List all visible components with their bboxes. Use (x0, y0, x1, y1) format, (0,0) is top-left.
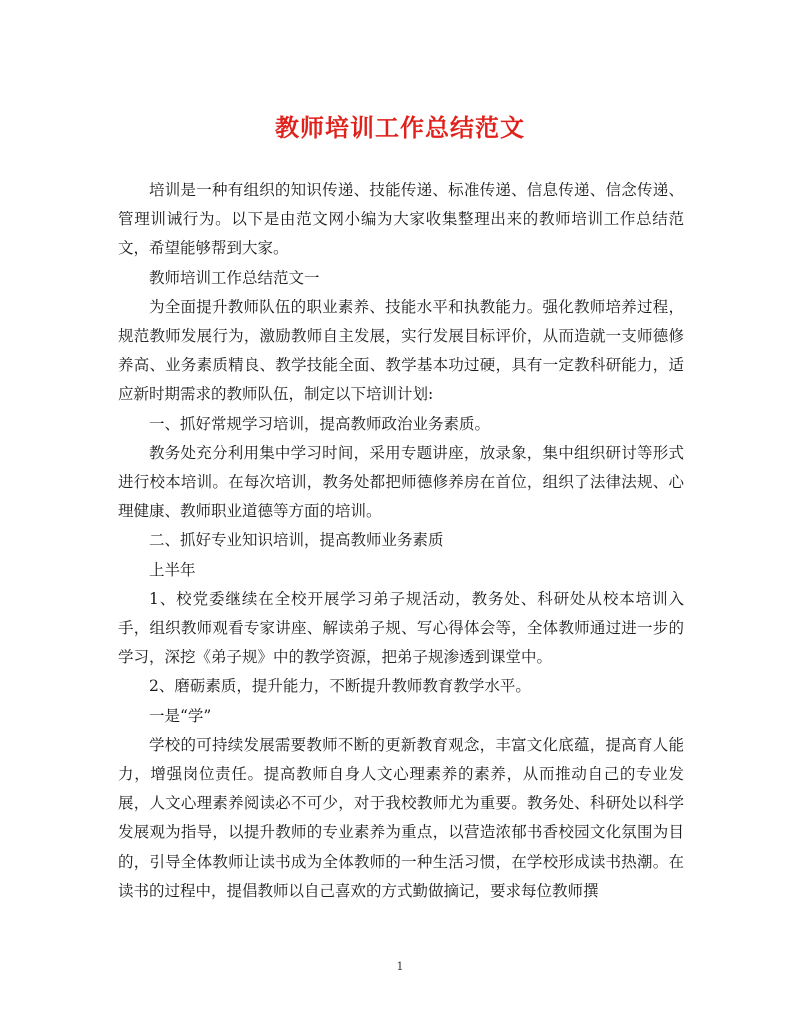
paragraph-section-heading: 教师培训工作总结范文一 (149, 268, 320, 287)
paragraph-heading-two: 二、抓好专业知识培训，提高教师业务素质 (149, 531, 444, 550)
paragraph-training-method: 教务处充分利用集中学习时间，采用专题讲座，放录象，集中组织研讨等形式进行校本培训。在每次培训，教务处都把师德修养房在首位，组织了法律法规、心理健康、教师职业道德等方面的培训。 (118, 443, 684, 521)
paragraph-study-heading: 一是“学” (149, 706, 212, 725)
paragraph-item-one: 1、校党委继续在全校开展学习弟子规活动，教务处、科研处从校本培训入手，组织教师观看专家讲座、解读弟子规、写心得体会等，全体教师通过进一步的学习，深挖《弟子规》中的教学资源，把弟子规渗透到课堂中。 (118, 589, 684, 667)
paragraph-heading-one: 一、抓好常规学习培训，提高教师政治业务素质。 (149, 414, 491, 433)
document-body (118, 176, 684, 906)
paragraph-intro: 培训是一种有组织的知识传递、技能传递、标准传递、信息传递、信念传递、管理训诫行为。以下是由范文网小编为大家收集整理出来的教师培训工作总结范文，希望能够帮到大家。 (118, 181, 684, 258)
paragraph-item-two: 2、磨砺素质，提升能力，不断提升教师教育教学水平。 (149, 677, 531, 696)
document-title: 教师培训工作总结范文 (275, 113, 525, 142)
page-number: 1 (396, 960, 404, 973)
paragraph-first-half: 上半年 (149, 560, 196, 579)
paragraph-purpose: 为全面提升教师队伍的职业素养、技能水平和执教能力。强化教师培养过程，规范教师发展行为，激励教师自主发展，实行发展目标评价，从而造就一支师德修养高、业务素质精良、教学技能全面、教学基本功过硬，具有一定教科研能力，适应新时期需求的教师队伍，制定以下培训计划: (118, 297, 684, 404)
paragraph-study-body: 学校的可持续发展需要教师不断的更新教育观念，丰富文化底蕴，提高育人能力，增强岗位责任。提高教师自身人文心理素养的素养，从而推动自己的专业发展，人文心理素养阅读必不可少，对于我校教师尤为重要。教务处、科研处以科学发展观为指导，以提升教师的专业素养为重点，以营造浓郁书香校园文化氛围为目的，引导全体教师让读书成为全体教师的一种生活习惯，在学校形成读书热潮。在读书的过程中，提倡教师以自己喜欢的方式勤做摘记，要求每位教师撰 (118, 735, 684, 900)
